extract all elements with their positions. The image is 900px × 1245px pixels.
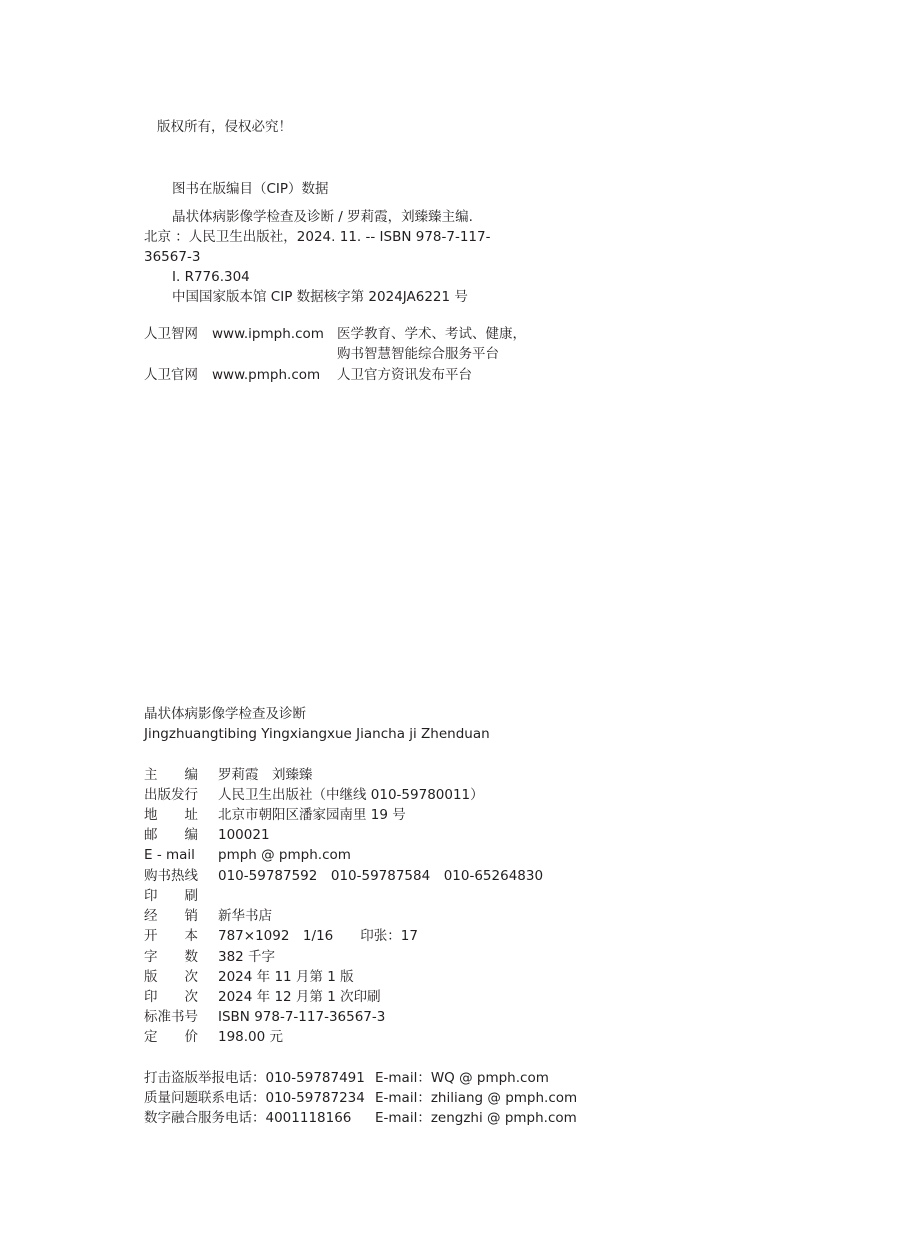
detail-value: 198.00 元 <box>218 1029 284 1045</box>
cip-classification: Ⅰ. R776.304 <box>172 269 250 285</box>
detail-label: 经 销 <box>144 908 198 924</box>
detail-label: 标准书号 <box>144 1009 198 1025</box>
detail-label: 主 编 <box>144 767 198 783</box>
website-url[interactable]: www.ipmph.com <box>212 326 324 342</box>
cip-approval: 中国国家版本馆 CIP 数据核字第 2024JA6221 号 <box>172 289 468 305</box>
detail-label: 邮 编 <box>144 827 198 843</box>
book-title-pinyin: Jingzhuangtibing Yingxiangxue Jiancha ji Zhenduan <box>144 726 490 742</box>
detail-label: 版 次 <box>144 969 198 985</box>
detail-value: 人民卫生出版社（中继线 010-59780011） <box>218 787 484 803</box>
detail-label: 印 次 <box>144 989 198 1005</box>
website-desc: 医学教育、学术、考试、健康， <box>337 326 526 342</box>
detail-label: 字 数 <box>144 949 198 965</box>
contact-email[interactable]: E-mail：WQ @ pmph.com <box>375 1070 549 1086</box>
detail-label: 地 址 <box>144 807 198 823</box>
detail-value: pmph @ pmph.com <box>218 847 351 863</box>
detail-label: E - mail <box>144 847 195 863</box>
detail-label: 定 价 <box>144 1029 198 1045</box>
detail-label: 印 刷 <box>144 888 198 904</box>
website-name: 人卫官网 <box>144 367 198 383</box>
website-desc: 人卫官方资讯发布平台 <box>337 367 472 383</box>
detail-value: ISBN 978-7-117-36567-3 <box>218 1009 386 1025</box>
book-title: 晶状体病影像学检查及诊断 <box>144 706 306 722</box>
detail-label: 出版发行 <box>144 787 198 803</box>
website-url[interactable]: www.pmph.com <box>212 367 321 383</box>
detail-value: 2024 年 12 月第 1 次印刷 <box>218 989 381 1005</box>
detail-value: 787×1092 1/16 印张：17 <box>218 928 418 944</box>
contact-phone: 打击盗版举报电话：010-59787491 <box>144 1070 365 1086</box>
detail-label: 购书热线 <box>144 868 198 884</box>
detail-value: 新华书店 <box>218 908 272 924</box>
detail-value: 北京市朝阳区潘家园南里 19 号 <box>218 807 406 823</box>
detail-value: 382 千字 <box>218 949 276 965</box>
detail-value: 100021 <box>218 827 270 843</box>
website-desc-cont: 购书智慧智能综合服务平台 <box>337 346 499 362</box>
rights-notice: 版权所有，侵权必究！ <box>157 119 292 135</box>
contact-phone: 数字融合服务电话：4001118166 <box>144 1110 352 1126</box>
detail-label: 开 本 <box>144 928 198 944</box>
contact-phone: 质量问题联系电话：010-59787234 <box>144 1090 365 1106</box>
cip-isbn-cont: 36567-3 <box>144 249 201 265</box>
detail-value: 2024 年 11 月第 1 版 <box>218 969 354 985</box>
website-name: 人卫智网 <box>144 326 198 342</box>
detail-value: 罗莉霞 刘臻臻 <box>218 767 313 783</box>
cip-heading: 图书在版编目（CIP）数据 <box>172 181 329 197</box>
cip-title-line: 晶状体病影像学检查及诊断 / 罗莉霞，刘臻臻主编. <box>172 209 473 225</box>
contact-email[interactable]: E-mail：zengzhi @ pmph.com <box>375 1110 577 1126</box>
detail-value: 010-59787592 010-59787584 010-65264830 <box>218 868 544 884</box>
contact-email[interactable]: E-mail：zhiliang @ pmph.com <box>375 1090 578 1106</box>
cip-publisher-line: 北京 ：人民卫生出版社，2024. 11. -- ISBN 978-7-117- <box>144 229 491 245</box>
